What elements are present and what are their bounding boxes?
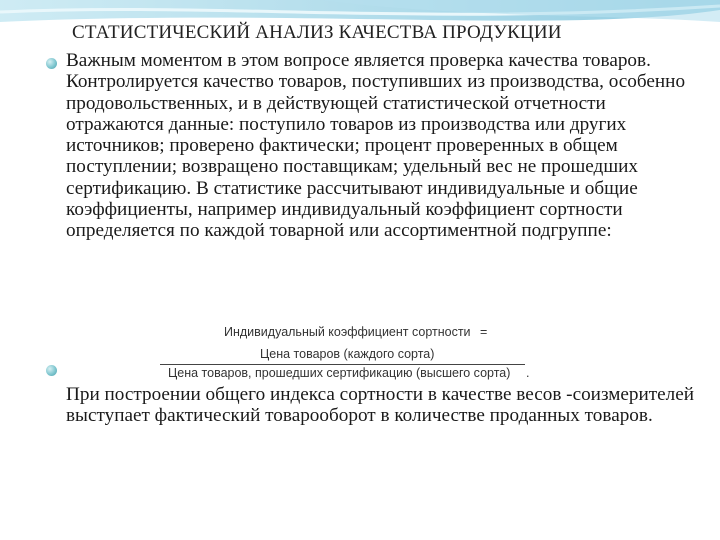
formula-equals: =	[480, 325, 488, 339]
slide-title: СТАТИСТИЧЕСКИЙ АНАЛИЗ КАЧЕСТВА ПРОДУКЦИИ	[72, 22, 562, 43]
paragraph-general-index: При построении общего индекса сортности в качестве весов -соизмерителей выступает фактический товарооборот в количестве проданных товаров.	[66, 384, 695, 427]
formula-image	[150, 318, 535, 380]
formula-numerator: Цена товаров (каждого сорта)	[260, 347, 435, 361]
bullet-icon	[46, 58, 57, 69]
fraction-line	[160, 364, 525, 365]
paragraph-quality-check: Важным моментом в этом вопросе является проверка качества товаров. Контролируется качество товаров, поступивших из производства, особенно продовольственных, и в действующей статистической отчетности отражаются данные: поступило товаров из производства или других источников; проверено фактически; процент проверенных в общем поступлении; возвращено поставщикам; удельный вес не прошедших сертификацию. В статистике рассчитывают индивидуальные и общие коэффициенты, например индивидуальный коэффициент сортности определяется по каждой товарной или ассортиментной подгруппе:	[66, 50, 686, 242]
formula-denominator: Цена товаров, прошедших сертификацию (высшего сорта)	[168, 366, 511, 380]
formula-lhs: Индивидуальный коэффициент сортности	[224, 325, 471, 339]
bullet-icon	[46, 365, 57, 376]
formula-trailing-dot: .	[526, 366, 530, 380]
